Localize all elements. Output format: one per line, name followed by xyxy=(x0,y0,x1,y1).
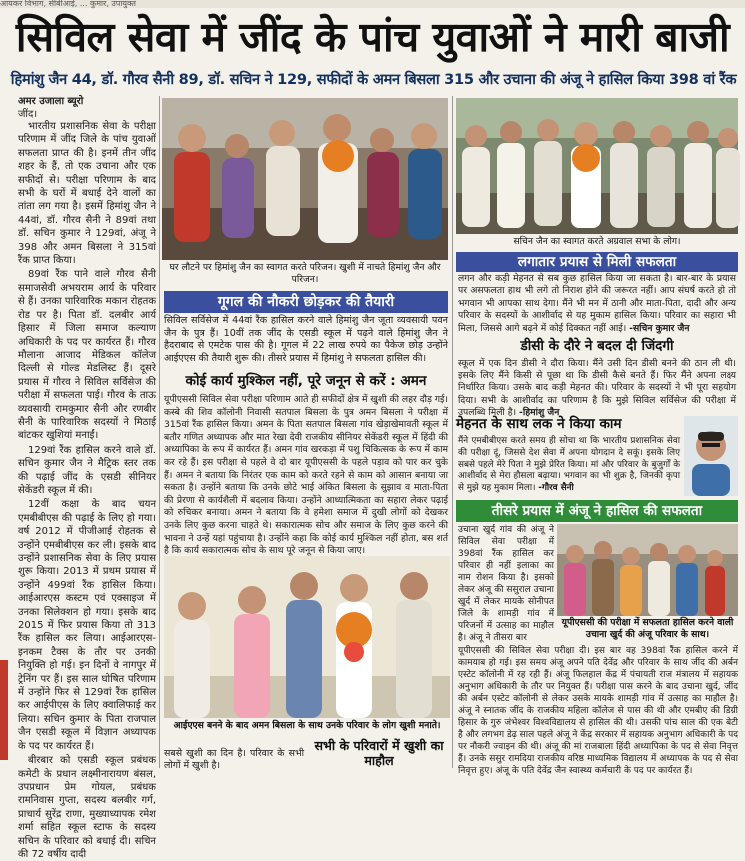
byline: अमर उजाला ब्यूरो xyxy=(18,96,84,107)
section-himanshu-body xyxy=(458,358,736,418)
left-column-article xyxy=(18,120,156,860)
left-paragraph: 12वीं कक्षा के बाद चयन एमबीबीएस की पढ़ाई के लिए हो गया। वर्ष 2012 में पीजीआई रोहतक से उन्होंने एमबीबीएस कर ली। इसके बाद उन्होंने प्रशासनिक सेवा के लिए प्रयास शुरू किया। 2013 में प्रथम प्रयास में उन्होंने 499वां रैंक हासिल किया। आईआरएस कस्टम एवं एक्साइज में उनका सिलेक्शन हो गया। इसके बाद 2015 में फिर प्रयास किया तो 313 रैंक हासिल कर लिया। आईआरएस-इनकम टैक्स के तौर पर उनकी नियुक्ति हो गई। इन दिनों वे नागपुर में ट्रेनिंग पर हैं। इस साल घोषित परिणाम में उन्होंने फिर से 129वां रैंक हासिल कर आईपीएस के लिए क्वालिफाई कर लिया। सचिन कुमार के पिता राजपाल जैन एसडी स्कूल में विज्ञान अध्यापक के पद पर कार्यरत हैं। xyxy=(18,499,156,752)
page-edge-marker xyxy=(0,660,8,760)
section-bottom-body: सबसे खुशी का दिन है। परिवार के सभी लोगों में खुशी है। xyxy=(164,748,304,771)
section-sachin-signoff: -सचिन कुमार जैन xyxy=(629,322,690,334)
section-himanshu-text: स्कूल में एक दिन डीसी ने दौरा किया। मैंने उसी दिन डीसी बनने की ठान ली थी। इसके लिए मैंने किसी से पूछा था कि डीसी कैसे बनते हैं। फिर मैंने अपना लक्ष्य निर्धारित किया। उसके बाद कड़ी मेहनत की। परिवार के सदस्यों ने भी पूरा सहयोग दिया। सभी के आशीर्वाद का परिणाम है कि मुझे सिविल सर्विसेज की परीक्षा में उपलब्धि मिली है। xyxy=(458,358,736,418)
section-anju-body: यूपीएससी की सिविल सेवा परीक्षा दी। इस बार वह 398वां रैंक हासिल करने में कामयाब हो गई। इस समय अंजू अपने पति देवेंद्र और परिवार के साथ जींद की अर्बन एस्टेट कॉलोनी में रह रही हैं। अंजू फिलहाल केंद्र में पंचायती राज मंत्रालय में सहायक अनुभाग अधिकारी के तौर पर नियुक्त हैं। परीक्षा पास करने के बाद उचाना खुर्द, जींद की अर्बन एस्टेट कॉलोनी से लेकर उसके मायके शामड़ी गांव में उत्साह का माहौल है। अंजू ने स्नातक जींद के राजकीय महिला कॉलेज से पास की थी और एमबीए की डिग्री हिसार के गुरु जंभेश्वर विश्वविद्यालय से हासिल की थी। उसकी पांच साल की एक बेटी है और लगभग डेढ़ साल पहले अंजू ने केंद्र सरकार में सहायक अनुभाग अधिकारी के पद पर नौकरी ज्वाइन की थी। अंजू की मां राजबाला हिंदी अध्यापिका के पद से सेवा निवृत्त हैं। उनके ससुर रामदिया राजकीय वरिष्ठ माध्यमिक विद्यालय में अध्यापक के पद से सेवा निवृत्त हुए। अंजू के पति देवेंद्र जैन स्वास्थ्य कर्मचारी के पद पर कार्यरत हैं। xyxy=(458,646,738,776)
photo-himanshu-celebration xyxy=(162,98,448,260)
photo-anju-caption: यूपीएससी की परीक्षा में सफलता हासिल करने वाली उचाना खुर्द की अंजू परिवार के साथ। xyxy=(561,617,734,640)
photo-sachin-welcome xyxy=(456,98,738,234)
section-bottom-heading: सभी के परिवारों में खुशी का माहौल xyxy=(314,738,444,768)
top-strip: आयकर विभाग, सीबीआई, ... कुमार, उपायुक्त xyxy=(0,0,745,8)
dateline: जींद। xyxy=(18,109,38,120)
section-anju-intro: उचाना खुर्द गांव की अंजू ने सिविल सेवा परीक्षा में 398वां रैंक हासिल कर परिवार ही नहीं इलाका का नाम रोशन किया है। इसको लेकर अंजू की ससुराल उचाना खुर्द में लेकर मायके सोनीपत जिले के शामड़ी गांव में परिजनों में उत्साह का माहौल है। अंजू ने तीसरा बार xyxy=(458,525,554,643)
section-sachin-text: लगन और कड़ी मेहनत से सब कुछ हासिल किया जा सकता है। बार-बार के प्रयास पर असफलता हाथ भी लगे तो निराश होने की जरूरत नहीं। आप संघर्ष करते हो तो भगवान भी आपका साथ देगा। मैंने भी मन में ठानी और माता-पिता, दादी और अन्य परिवार के सदस्यों के आशीर्वाद से यह मुकाम हासिल किया। परिवार का सहारा भी मिला, जिससे आगे बढ़ने में कोई दिक्कत नहीं आई। xyxy=(458,273,736,334)
subheadline: हिमांशु जैन 44, डॉ. गौरव सैनी 89, डॉ. सचिन ने 129, सफीदों के अमन बिसला 315 और उचाना की अंजू ने हासिल किया 398 वां रैंक xyxy=(10,71,737,88)
photo1-caption: घर लौटने पर हिमांशु जैन का स्वागत करते परिजन। खुशी में नाचते हिमांशु जैन और परिजन। xyxy=(169,262,441,285)
photo3-caption: आईएएस बनने के बाद अमन बिसला के साथ उनके परिवार के लोग खुशी मनाते। xyxy=(173,720,441,731)
photo-anju-family xyxy=(557,524,738,616)
photo2-caption: सचिन जैन का स्वागत करते अग्रवाल सभा के लोग। xyxy=(513,236,681,247)
headline: सिविल सेवा में जींद के पांच युवाओं ने मारी बाजी xyxy=(15,13,730,61)
left-paragraph: 89वां रैंक पाने वाले गौरव सैनी समाजसेवी अभयराम आर्य के परिवार से हैं। उनका पारिवारिक मकान रोहतक रोड पर है। पिता डॉ. दलबीर आर्य हिसार में जिला समाज कल्याण अधिकारी के पद पर कार्यरत हैं। गौरव मौलाना आजाद मेडिकल कॉलेज दिल्ली से गोल्ड मेडलिस्ट हैं। दूसरे प्रयास में गौरव ने सिविल सर्विसेज की परीक्षा में सफलता पाई। गौरव के ताऊ व्यवसायी रामकुमार सैनी और रणबीर सैनी के पारिवारिक सदस्यों ने मिठाई बांटकर खुशियां मनाईं। xyxy=(18,269,156,442)
section-aman-body: यूपीएससी सिविल सेवा परीक्षा परिणाम आते ही सफीदों क्षेत्र में खुशी की लहर दौड़ गई। कस्बे की शिव कॉलोनी निवासी सतपाल बिसला के पुत्र अमन बिसला ने परीक्षा में 315वां रैंक हासिल किया। अमन के पिता सतपाल बिसला गांव खेड़ाखेमावती स्कूल में बतौर गणित अध्यापक और मात रेखा देवी राजकीय सीनियर सेकेंडरी स्कूल में हिंदी की अध्यापिका के रूप में कार्यरत हैं। अमन गांव खरकड़ा में पशु चिकित्सक के रूप में काम कर रहे हैं। इस परीक्षा से पहले वे दो बार यूपीएससी के पहले पड़ाव को पार कर चुके हैं। अमन ने बताया कि निरंतर एक काम को करते रहने से काम को आसान बनाया जा सकता है। उन्होंने बताया कि उनके छोटे भाई अंकित बिसला के सुझाव व माता-पिता की प्रेरणा से कार्यशैली में बदलाव किया। उन्होंने आध्यात्मिकता का सहारा लेकर पढ़ाई को रुचिकर बनाया। अमन ने बताया कि वे हमेशा समाज में दुखी लोगों को देखकर उनके लिए कुछ करना चाहते थे। सकारात्मक सोच और समाज के लिए कुछ करने की भावना ने उन्हें यहां पहुंचाया है। उन्होंने कहा कि कोई कार्य मुश्किल नहीं होता, बस शर्त है कि कार्य सकारात्मक सोच के साथ पूरे जनून से किया जाए। xyxy=(164,394,448,557)
section-gaurav-body xyxy=(458,436,680,496)
section-google-body: सिविल सर्विसेज में 44वां रैंक हासिल करने वाले हिमांशु जैन जूता व्यवसायी पवन जैन के पुत्र हैं। 10वीं तक जींद के एसडी स्कूल में पढ़ने वाले हिमांशु जैन ने हैदराबाद से एमटेक पास की है। गूगल में 22 लाख रुपये का पैकेज छोड़ उन्होंने आईएएस की तैयारी शुरू की। तीसरे प्रयास में हिमांशु ने सफलता हासिल की। xyxy=(164,315,448,364)
left-paragraph: बीरबार को एसडी स्कूल प्रबंधक कमेटी के प्रधान लक्ष्मीनारायण बंसल, उपप्रधान प्रेम गोयल, प्रबंधक रामनिवास गुप्ता, सदस्य बलबीर गर्ग, प्राचार्य सुरेंद्र राणा, मुख्याध्यापक रमेश शर्मा सहित स्कूल स्टाफ के सदस्य सचिन के परिवार को बधाई दी। सचिन की 72 वर्षीय दादी xyxy=(18,755,156,860)
column-divider xyxy=(452,96,453,768)
column-divider xyxy=(159,96,160,768)
section-sachin-heading: लगातार प्रयास से मिली सफलता xyxy=(456,252,738,272)
section-anju-heading: तीसरे प्रयास में अंजू ने हासिल की सफलता xyxy=(456,500,738,522)
photo-aman-family xyxy=(164,556,450,718)
section-sachin-body xyxy=(458,273,736,335)
section-aman-heading: कोई कार्य मुश्किल नहीं, पूरे जनून से करें : अमन xyxy=(185,373,427,389)
section-himanshu-signoff: -हिमांशु जैन xyxy=(519,406,560,418)
section-gaurav-text: मैंने एमबीबीएस करते समय ही सोचा था कि भारतीय प्रशासनिक सेवा की परीक्षा दूं, जिससे देश सेवा में अपना योगदान दे सकूं। इसके लिए सबसे पहले मेरे पिता ने मुझे प्रेरित किया। मां और परिवार के बुजुर्गों के आशीर्वाद से मेरा हौसला बढ़ाया। भगवान का भी शुक्र है, जिनकी कृपा से मुझे यह मुकाम मिला। xyxy=(458,436,680,494)
left-paragraph: भारतीय प्रशासनिक सेवा के परीक्षा परिणाम में जींद जिले के पांच युवाओं सफलता प्राप्त की है। इनमें तीन जींद शहर के हैं, तो एक उचाना और एक सफीदों से। परीक्षा परिणाम के बाद सभी के घरों में बधाई देने वालों का तांता लग गया है। इसमें हिमांशु जैन ने 44वां, डॉ. गौरव सैनी ने 89वां तथा डॉ. सचिन कुमार ने 129वां, अंजू ने 398 और अमन बिसला ने 315वां रैंक प्राप्त किया। xyxy=(18,121,156,267)
section-gaurav-signoff: -गौरव सैनी xyxy=(538,483,574,494)
photo-gaurav-portrait xyxy=(684,416,738,496)
left-paragraph: 129वां रैंक हासिल करने वाले डॉ. सचिन कुमार जैन ने मैट्रिक स्तर तक की पढ़ाई जींद के एसडी सीनियर सेकेंडरी स्कूल में की। xyxy=(18,444,156,496)
section-gaurav-heading: मेहनत के साथ लक ने किया काम xyxy=(456,416,622,432)
section-google-heading: गूगल की नौकरी छोड़कर की तैयारी xyxy=(164,291,448,313)
section-himanshu-heading: डीसी के दौरे ने बदल दी जिंदगी xyxy=(520,338,674,354)
